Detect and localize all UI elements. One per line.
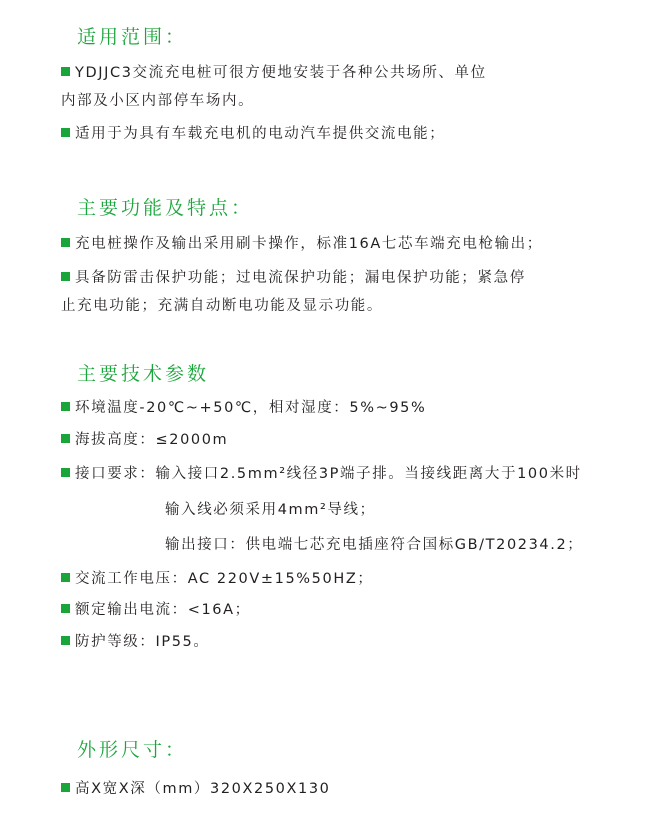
list-item-continuation: 输出接口：供电端七芯充电插座符合国标GB/T20234.2；: [165, 537, 584, 553]
list-item: 充电桩操作及输出采用刷卡操作，标准16A七芯车端充电枪输出；: [61, 234, 543, 254]
square-bullet-icon: [61, 434, 70, 443]
list-item-continuation: 输入线必须采用4mm²导线；: [165, 502, 376, 518]
section-title-scope: 适用范围：: [77, 26, 188, 48]
square-bullet-icon: [61, 128, 70, 137]
list-item: 环境温度-20℃~+50℃，相对湿度：5%~95%: [61, 398, 426, 418]
square-bullet-icon: [61, 573, 70, 582]
list-item: 海拔高度：≤2000m: [61, 430, 228, 450]
list-item: YDJJC3交流充电桩可很方便地安装于各种公共场所、单位: [61, 63, 487, 83]
square-bullet-icon: [61, 604, 70, 613]
square-bullet-icon: [61, 67, 70, 76]
square-bullet-icon: [61, 636, 70, 645]
list-item: 交流工作电压：AC 220V±15%50HZ；: [61, 569, 373, 589]
square-bullet-icon: [61, 272, 70, 281]
list-item: 具备防雷击保护功能；过电流保护功能；漏电保护功能；紧急停: [61, 268, 526, 288]
list-item-continuation: 内部及小区内部停车场内。: [61, 93, 255, 109]
section-title-dimensions: 外形尺寸：: [77, 739, 188, 761]
square-bullet-icon: [61, 468, 70, 477]
list-item: 高X宽X深（mm）320X250X130: [61, 779, 331, 799]
square-bullet-icon: [61, 402, 70, 411]
square-bullet-icon: [61, 783, 70, 792]
list-item: 防护等级：IP55。: [61, 632, 209, 652]
section-title-specs: 主要技术参数: [77, 363, 210, 385]
section-title-features: 主要功能及特点：: [77, 197, 254, 219]
list-item-continuation: 止充电功能；充满自动断电功能及显示功能。: [61, 298, 383, 314]
list-item: 额定输出电流：<16A；: [61, 600, 251, 620]
square-bullet-icon: [61, 238, 70, 247]
list-item: 适用于为具有车载充电机的电动汽车提供交流电能；: [61, 124, 445, 144]
list-item: 接口要求：输入接口2.5mm²线径3P端子排。当接线距离大于100米时: [61, 464, 582, 484]
